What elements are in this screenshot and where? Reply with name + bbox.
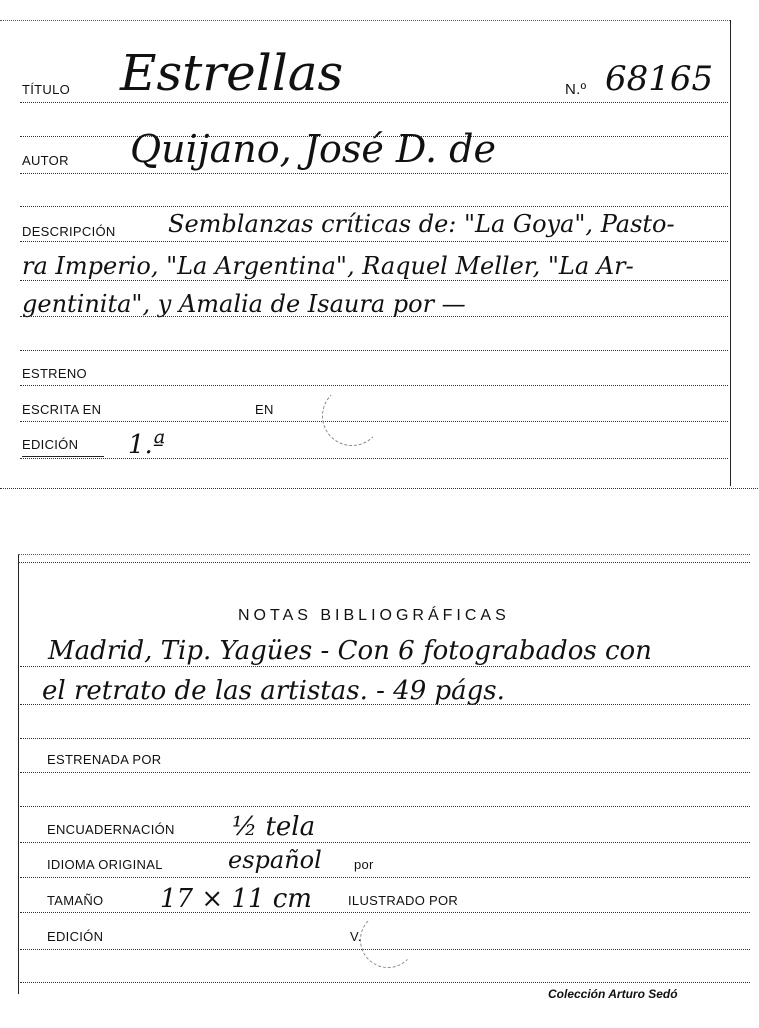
edicion-value-top: 1.ª (128, 430, 166, 460)
notes-rule-2 (20, 704, 750, 705)
estrenada-por-label: ESTRENADA POR (47, 752, 162, 767)
autor-value: Quijano, José D. de (130, 127, 496, 171)
bottom-card-top-rule (18, 562, 750, 563)
bottom-card-top-edge (18, 554, 750, 555)
titulo-value: Estrellas (120, 44, 344, 102)
edicion-rule-bottom (20, 949, 750, 950)
autor-lower-rule (20, 206, 728, 207)
idioma-label: IDIOMA ORIGINAL (47, 857, 163, 872)
card-top-edge (0, 20, 730, 21)
autor-rule (20, 173, 728, 174)
stamp-mark (322, 386, 382, 446)
titulo-rule (20, 102, 728, 103)
collection-credit: Colección Arturo Sedó (548, 987, 678, 1001)
escrita-en-label: ESCRITA EN (22, 402, 102, 417)
por-label: por (354, 857, 374, 872)
numero-value: 68165 (605, 59, 714, 99)
descripcion-rule-3 (20, 316, 728, 317)
estrenada-rule (20, 772, 750, 773)
descripcion-line-3: gentinita", y Amalia de Isaura por — (22, 290, 466, 318)
titulo-label: TÍTULO (22, 82, 71, 97)
autor-label: AUTOR (22, 153, 69, 168)
descripcion-line-2: ra Imperio, "La Argentina", Raquel Meller, "La Ar- (22, 252, 634, 280)
numero-label: N.º (565, 81, 587, 98)
notas-heading: NOTAS BIBLIOGRÁFICAS (238, 607, 510, 624)
descripcion-rule-2 (20, 280, 728, 281)
edicion-underline (22, 456, 104, 457)
v-label: V. (350, 929, 362, 944)
edicion-rule-top (20, 458, 728, 459)
descripcion-label: DESCRIPCIÓN (22, 224, 116, 239)
descripcion-rule-1 (20, 241, 728, 242)
en-label: EN (255, 402, 274, 417)
idioma-value: español (228, 846, 322, 874)
estreno-label: ESTRENO (22, 366, 87, 381)
descripcion-rule-4 (20, 350, 728, 351)
bottom-card-bottom-edge (20, 982, 750, 983)
encuadernacion-rule (20, 842, 750, 843)
tamano-value: 17 × 11 cm (160, 884, 312, 914)
stamp-mark-bottom (360, 912, 416, 968)
notes-line-1: Madrid, Tip. Yagües - Con 6 fotograbados con (48, 636, 652, 666)
top-card-bottom-edge (0, 488, 759, 489)
encuadernacion-label: ENCUADERNACIÓN (47, 822, 175, 837)
idioma-rule (20, 877, 750, 878)
descripcion-line-1: Semblanzas críticas de: "La Goya", Pasto- (168, 210, 675, 238)
edicion-label-top: EDICIÓN (22, 437, 79, 452)
ilustrado-por-label: ILUSTRADO POR (348, 893, 459, 908)
estreno-rule (20, 385, 728, 386)
edicion-label-bottom: EDICIÓN (47, 929, 104, 944)
notes-line-2: el retrato de las artistas. - 49 págs. (42, 676, 505, 706)
tamano-label: TAMAÑO (47, 893, 104, 908)
notes-rule-1 (20, 666, 750, 667)
notes-rule-3 (20, 738, 750, 739)
encuadernacion-value: ½ tela (232, 812, 316, 842)
spacer-rule (20, 806, 750, 807)
